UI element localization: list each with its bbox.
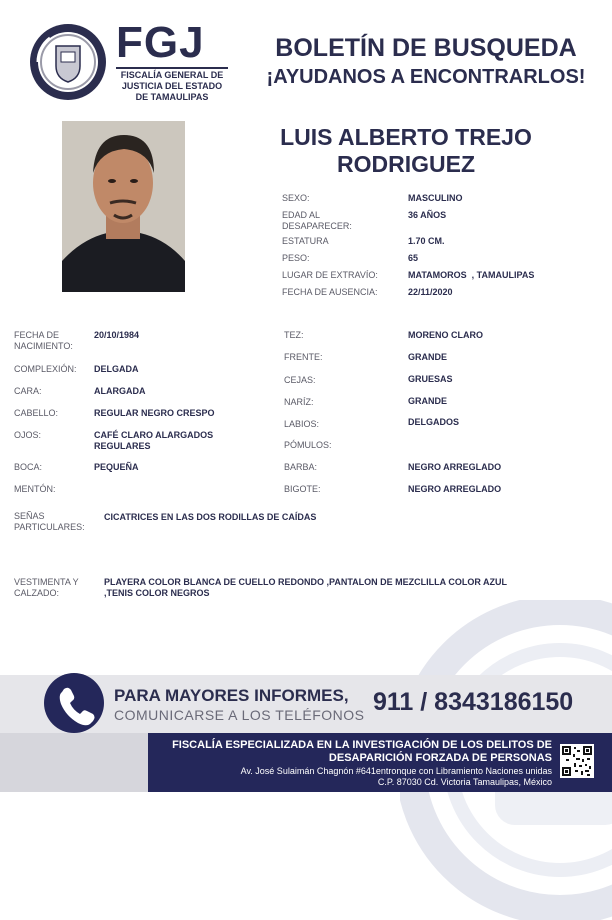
- marks-label: SEÑAS PARTICULARES:: [14, 511, 85, 532]
- weight-value: 65: [408, 253, 419, 263]
- eyes-label: OJOS:: [14, 430, 42, 440]
- location-label: LUGAR DE EXTRAVÍO:: [282, 270, 378, 280]
- org-name-line: FISCALÍA GENERAL DE: [120, 70, 224, 80]
- info-subtitle: COMUNICARSE A LOS TELÉFONOS: [114, 707, 365, 723]
- birthdate-label: FECHA DE NACIMIENTO:: [14, 330, 73, 351]
- age-value: 36 AÑOS: [408, 210, 447, 220]
- cheekbones-label: PÓMULOS:: [284, 440, 332, 450]
- hair-label: CABELLO:: [14, 408, 59, 418]
- build-value: DELGADA: [94, 364, 139, 374]
- sex-value: MASCULINO: [408, 193, 463, 203]
- eyebrows-value: GRUESAS: [408, 374, 453, 384]
- bulletin-subtitle: ¡AYUDANOS A ENCONTRARLOS!: [266, 66, 586, 88]
- qr-code: [560, 744, 594, 778]
- absence-date-label: FECHA DE AUSENCIA:: [282, 287, 378, 297]
- mouth-value: PEQUEÑA: [94, 462, 139, 472]
- state-seal-logo: [28, 22, 108, 102]
- org-name-line: DE TAMAULIPAS: [135, 92, 209, 102]
- address-line: Av. José Sulaimán Chagnón #641entronque con Libramiento Naciones unidas: [240, 766, 552, 776]
- mustache-value: NEGRO ARREGLADO: [408, 484, 502, 494]
- beard-value: NEGRO ARREGLADO: [408, 462, 502, 472]
- marks-value: CICATRICES EN LAS DOS RODILLAS DE CAÍDAS: [104, 512, 317, 522]
- chin-label: MENTÓN:: [14, 484, 56, 494]
- clothing-label: VESTIMENTA Y CALZADO:: [14, 577, 79, 598]
- nose-value: GRANDE: [408, 396, 448, 406]
- nose-label: NARÍZ:: [284, 397, 314, 407]
- info-title: PARA MAYORES INFORMES,: [114, 686, 349, 705]
- forehead-label: FRENTE:: [284, 352, 323, 362]
- eyes-value: CAFÉ CLARO ALARGADOS REGULARES: [94, 430, 214, 451]
- sex-label: SEXO:: [282, 193, 310, 203]
- office-name-line: DESAPARICIÓN FORZADA DE PERSONAS: [328, 752, 552, 764]
- fgj-logo-text: FGJ: [116, 18, 205, 67]
- face-label: CARA:: [14, 386, 42, 396]
- person-photo: [62, 121, 185, 292]
- phone-icon: [44, 673, 104, 733]
- birthdate-value: 20/10/1984: [94, 330, 140, 340]
- complexion-value: MORENO CLARO: [408, 330, 483, 340]
- person-name-line: LUIS ALBERTO TREJO: [280, 124, 532, 150]
- logo-divider: [116, 67, 228, 69]
- eyebrows-label: CEJAS:: [284, 375, 316, 385]
- org-name-line: JUSTICIA DEL ESTADO: [121, 81, 223, 91]
- height-label: ESTATURA: [282, 236, 329, 246]
- lips-label: LABIOS:: [284, 419, 320, 429]
- beard-label: BARBA:: [284, 462, 318, 472]
- lips-value: DELGADOS: [408, 417, 460, 427]
- height-value: 1.70 CM.: [408, 236, 445, 246]
- person-name-line: RODRIGUEZ: [337, 151, 475, 177]
- hair-value: REGULAR NEGRO CRESPO: [94, 408, 215, 418]
- mustache-label: BIGOTE:: [284, 484, 321, 494]
- location-value: MATAMOROS , TAMAULIPAS: [408, 270, 535, 280]
- org-name: [116, 70, 228, 103]
- age-label: EDAD AL DESAPARECER:: [282, 210, 352, 231]
- face-value: ALARGADA: [94, 386, 146, 396]
- person-name: [250, 124, 562, 178]
- address-line: C.P. 87030 Cd. Victoria Tamaulipas, México: [377, 777, 552, 787]
- phone-number[interactable]: 911 / 8343186150: [373, 688, 574, 716]
- clothing-value-line: ,TENIS COLOR NEGROS: [104, 588, 210, 598]
- office-name-line: FISCALÍA ESPECIALIZADA EN LA INVESTIGACIÓN DE LOS DELITOS DE: [172, 739, 552, 751]
- complexion-label: TEZ:: [284, 330, 304, 340]
- mouth-label: BOCA:: [14, 462, 43, 472]
- absence-date-value: 22/11/2020: [408, 287, 453, 297]
- forehead-value: GRANDE: [408, 352, 448, 362]
- clothing-value-line: PLAYERA COLOR BLANCA DE CUELLO REDONDO ,PANTALON DE MEZCLILLA COLOR AZUL: [104, 577, 507, 587]
- build-label: COMPLEXIÓN:: [14, 364, 77, 374]
- weight-label: PESO:: [282, 253, 310, 263]
- bulletin-title: BOLETÍN DE BUSQUEDA: [275, 34, 577, 62]
